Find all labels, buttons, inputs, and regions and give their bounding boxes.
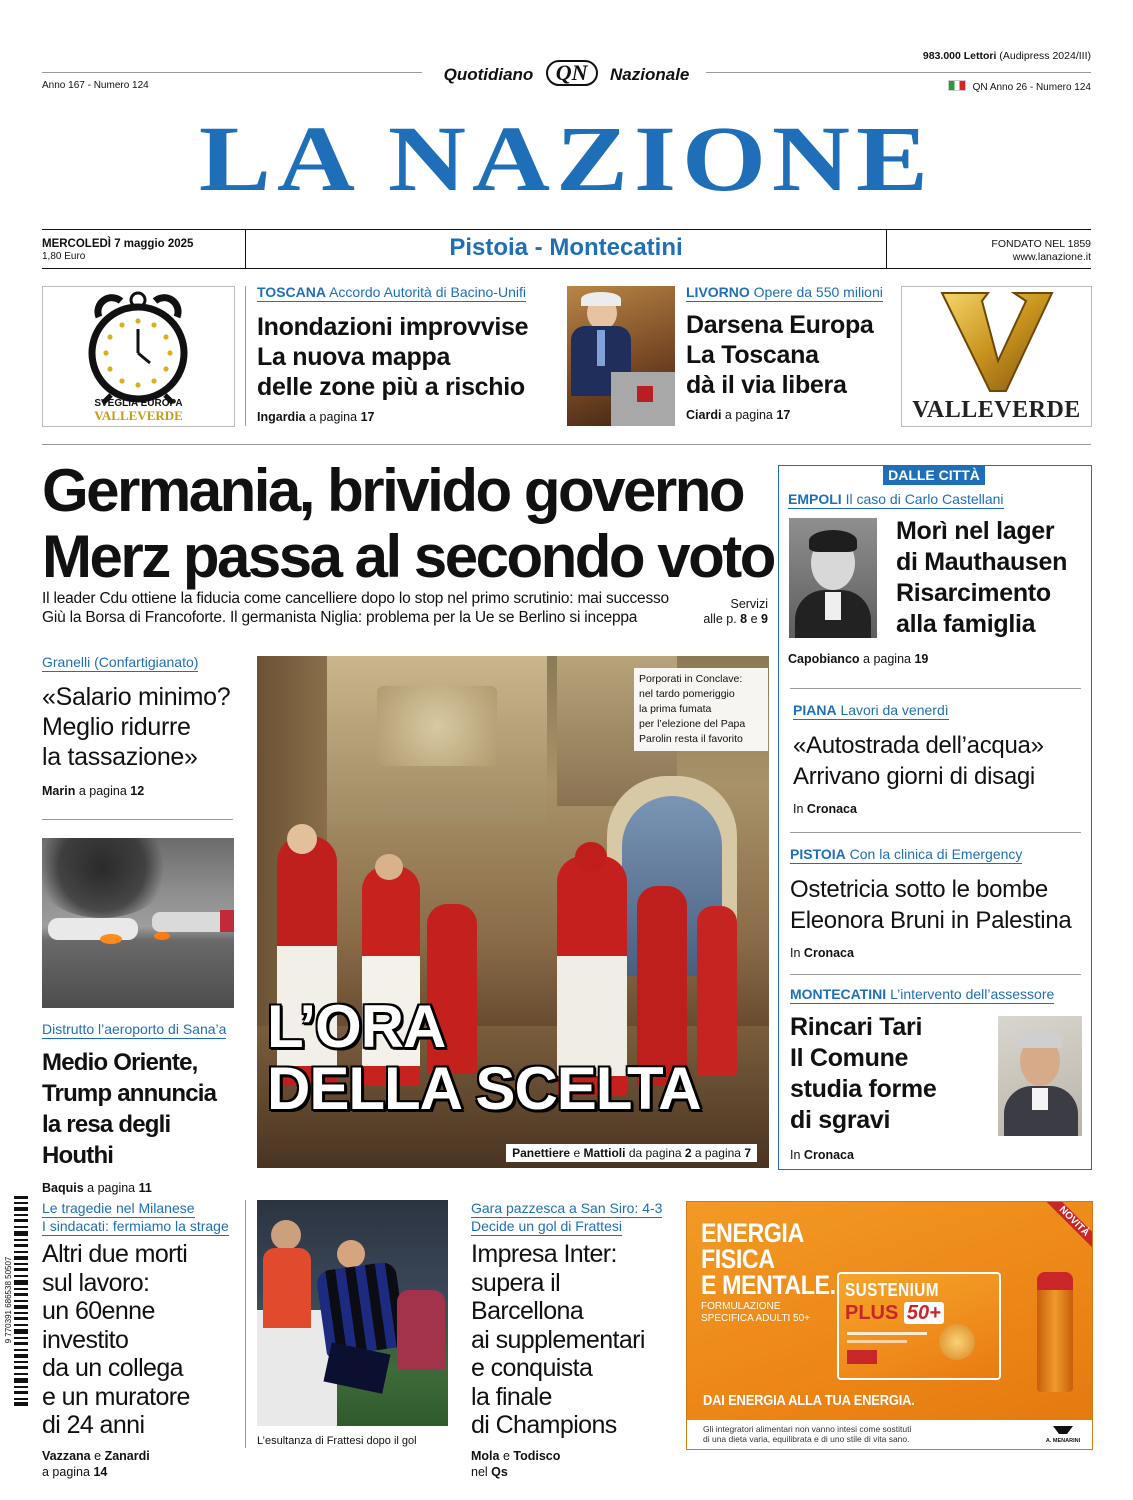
- kicker-text: Accordo Autorità di Bacino-Unifi: [329, 284, 526, 300]
- founded: FONDATO NEL 1859: [991, 238, 1091, 250]
- issue-right-text: QN Anno 26 - Numero 124: [972, 82, 1091, 93]
- author: Vazzana: [42, 1448, 91, 1463]
- headline-lavoro: [42, 1240, 242, 1440]
- caption-line: nel tardo pomeriggio: [639, 688, 735, 700]
- kicker-toscana: [257, 284, 526, 302]
- story-lavoro[interactable]: [42, 1200, 242, 1480]
- services-pages-prefix: alle p.: [703, 612, 737, 626]
- byline-granelli: [42, 784, 237, 798]
- headline-line: di 24 anni: [42, 1411, 145, 1439]
- byline-empoli: [788, 652, 928, 666]
- kicker-empoli: [788, 491, 1004, 509]
- services-label: Servizi: [730, 597, 768, 611]
- caption-frattesi: L’esultanza di Frattesi dopo il gol: [257, 1435, 417, 1447]
- headline-line: la resa degli Houthi: [42, 1111, 171, 1169]
- ad-badge-novita: NOVITÀ: [1045, 1201, 1093, 1250]
- headline-line: da un collega: [42, 1354, 183, 1382]
- headline-line: Eleonora Bruni in Palestina: [790, 907, 1072, 934]
- story-medio-oriente[interactable]: [42, 1021, 242, 1195]
- issue-left: Anno 167 - Numero 124: [42, 80, 149, 91]
- headline-line: di sgravi: [790, 1106, 891, 1134]
- page-prefix: a pagina: [78, 784, 127, 798]
- page-number: 11: [138, 1181, 152, 1195]
- page-number: 14: [93, 1464, 108, 1479]
- byline-montecatini: [790, 1148, 1083, 1162]
- author: Capobianco: [788, 652, 860, 666]
- website[interactable]: www.lanazione.it: [1012, 251, 1091, 263]
- photo-sanaa-airport: [42, 838, 234, 1008]
- kicker-inter: [471, 1200, 671, 1236]
- headline-line: Risarcimento: [896, 579, 1051, 607]
- headline-line: Il Comune: [790, 1044, 909, 1072]
- author: Todisco: [513, 1448, 561, 1463]
- page-number: 17: [776, 408, 791, 422]
- author: Baquis: [42, 1181, 84, 1195]
- barcode-digits: 9 770391 686538 50507: [4, 1256, 13, 1344]
- caption-line: Porporati in Conclave:: [639, 673, 743, 685]
- byline-toscana: [257, 410, 557, 424]
- kicker-medio-oriente: Distrutto l’aeroporto di Sana’a: [42, 1021, 227, 1037]
- valleverde-v-logo-icon: [902, 287, 1091, 397]
- kicker-text: L’intervento dell’assessore: [890, 986, 1055, 1002]
- ad-50: 50+: [904, 1302, 944, 1324]
- author: Mola: [471, 1448, 500, 1463]
- title-line2: DELLA SCELTA: [267, 1055, 701, 1122]
- byline-lavoro: [42, 1448, 242, 1480]
- headline-granelli: [42, 682, 237, 772]
- newspaper-title[interactable]: LA NAZIONE: [198, 108, 935, 211]
- headline-line: di Mauthausen: [896, 548, 1068, 576]
- headline-piana: [793, 730, 1083, 792]
- issue-right: [948, 80, 1091, 93]
- kicker-text: Lavori da venerdì: [840, 702, 949, 718]
- in-label: In: [790, 946, 801, 960]
- from: da pagina: [628, 1146, 682, 1160]
- story-pistoia[interactable]: [790, 846, 1083, 960]
- author: Mattioli: [583, 1146, 626, 1160]
- italian-flag-icon: [948, 80, 966, 91]
- conclave-title: [267, 993, 701, 1122]
- headline-toscana: [257, 312, 557, 402]
- readers-number: 983.000 Lettori: [922, 50, 997, 62]
- section-dalle-citta: DALLE CITTÀ: [883, 465, 985, 485]
- author: Ciardi: [686, 408, 722, 422]
- conclave-credit: [506, 1144, 757, 1162]
- kicker-text: Il caso di Carlo Castellani: [845, 491, 1004, 507]
- story-piana[interactable]: [793, 702, 1083, 816]
- ad-bottle: [1037, 1272, 1073, 1392]
- services-page2: 9: [761, 612, 768, 626]
- qn-right-text: Nazionale: [610, 65, 690, 84]
- kicker-line: Gara pazzesca a San Siro: 4-3: [471, 1200, 663, 1216]
- headline-pistoia: [790, 874, 1083, 936]
- lead-headline-line2: Merz passa al secondo voto: [42, 523, 774, 590]
- story-toscana[interactable]: [257, 284, 557, 424]
- lead-summary-line2: Giù la Borsa di Francoforte. Il germanista Niglia: problema per la Ue se Berlino si inceppa: [42, 609, 638, 626]
- ad-slogan: DAI ENERGIA ALLA TUA ENERGIA.: [703, 1392, 915, 1409]
- headline-line: Darsena Europa: [686, 311, 874, 339]
- headline-line: Rincari Tari: [790, 1013, 923, 1041]
- kicker-bold: MONTECATINI: [790, 986, 887, 1002]
- headline-line: studia forme: [790, 1075, 937, 1103]
- in-label: In: [790, 1148, 801, 1162]
- headline-line: la finale: [471, 1382, 552, 1411]
- headline-line: Morì nel lager: [896, 517, 1055, 545]
- ad-disclaimer-line: di una dieta varia, equilibrata e di uno stile di vita sano.: [703, 1434, 910, 1444]
- issue-date: MERCOLEDÌ 7 maggio 2025: [42, 238, 194, 250]
- byline-medio-oriente: [42, 1181, 242, 1195]
- kicker-line: Le tragedie nel Milanese: [42, 1200, 195, 1216]
- issue-price: 1,80 Euro: [42, 251, 86, 262]
- kicker-bold: LIVORNO: [686, 284, 750, 300]
- ad-sveglia-europa[interactable]: [42, 286, 235, 427]
- caption-line: Parolin resta il favorito: [639, 733, 743, 745]
- qn-logo: QN: [546, 60, 598, 86]
- headline-line: dà il via libera: [686, 371, 847, 399]
- ad-brand: SUSTENIUM: [845, 1280, 939, 1300]
- headline-empoli[interactable]: [896, 516, 1067, 640]
- headline-line: un 60enne investito: [42, 1297, 155, 1354]
- page-prefix: a pagina: [87, 1181, 136, 1195]
- ad-sub-line: FORMULAZIONE: [701, 1301, 781, 1312]
- ad-plus: PLUS: [845, 1302, 899, 1324]
- headline-line: Trump annuncia: [42, 1080, 217, 1107]
- services-page1: 8: [740, 612, 748, 626]
- and: e: [94, 1448, 102, 1463]
- kicker-lavoro: [42, 1200, 242, 1236]
- author: Zanardi: [104, 1448, 150, 1463]
- ad-headline-line: FISICA: [701, 1244, 775, 1274]
- headline-line: alla famiglia: [896, 610, 1036, 638]
- kicker-text: Con la clinica di Emergency: [849, 846, 1023, 862]
- kicker-line: Decide un gol di Frattesi: [471, 1218, 622, 1234]
- page-prefix: a pagina: [309, 410, 358, 424]
- headline-line: «Salario minimo?: [42, 683, 231, 711]
- story-inter[interactable]: [471, 1200, 671, 1480]
- headline-inter: [471, 1240, 671, 1440]
- lead-services: [703, 597, 768, 627]
- headline-line: Meglio ridurre: [42, 713, 191, 741]
- headline-line: e conquista: [471, 1354, 593, 1382]
- byline-pistoia: [790, 946, 1083, 960]
- photo-giani-speaking: [567, 286, 675, 426]
- photo-conclave[interactable]: [257, 656, 769, 1168]
- barcode: [2, 1196, 30, 1406]
- kicker-pistoia: [790, 846, 1022, 864]
- headline-line: Ostetricia sotto le bombe: [790, 876, 1048, 903]
- conclave-caption: [634, 668, 768, 751]
- ad-brand-plus: [845, 1302, 944, 1325]
- kicker-line: I sindacati: fermiamo la strage: [42, 1218, 229, 1234]
- headline-line: Impresa Inter:: [471, 1240, 617, 1268]
- valleverde-brand: VALLEVERDE: [912, 397, 1081, 423]
- ad-maker: A. MENARINI: [1045, 1438, 1081, 1444]
- lead-summary-line1: Il leader Cdu ottiene la fiducia come cancelliere dopo lo stop nel primo scrutinio: mai successo: [42, 590, 669, 607]
- kicker-montecatini: [790, 986, 1054, 1004]
- byline-inter: [471, 1448, 671, 1480]
- headline-line: Arrivano giorni di disagi: [793, 763, 1035, 790]
- section: Cronaca: [806, 802, 857, 816]
- ad-sustenium[interactable]: [686, 1201, 1093, 1450]
- headline-line: ai supplementari: [471, 1325, 645, 1354]
- headline-line: Inondazioni improvvise: [257, 313, 529, 341]
- section: Cronaca: [803, 946, 854, 960]
- title-line1: L’ORA: [267, 993, 446, 1060]
- ad-disclaimer-line: Gli integratori alimentari non vanno intesi come sostituti: [703, 1424, 912, 1434]
- kicker-piana: [793, 702, 949, 720]
- lead-headline-line1: Germania, brivido governo: [42, 457, 744, 524]
- ad-headline: [701, 1220, 836, 1298]
- edition-name[interactable]: Pistoia - Montecatini: [449, 234, 683, 261]
- story-granelli[interactable]: [42, 654, 237, 798]
- services-and: e: [750, 612, 758, 626]
- story-livorno[interactable]: [686, 284, 891, 422]
- kicker-granelli: Granelli (Confartigianato): [42, 654, 199, 670]
- menarini-logo-icon: [1053, 1426, 1073, 1438]
- kicker-livorno: [686, 284, 883, 302]
- page-number: 7: [744, 1146, 751, 1160]
- page-prefix: a pagina: [863, 652, 911, 666]
- kicker-bold: EMPOLI: [788, 491, 842, 507]
- photo-carlo-castellani: [789, 518, 877, 638]
- ad-disclaimer: [703, 1424, 911, 1444]
- headline-line: delle zone più a rischio: [257, 373, 525, 401]
- page-prefix: a pagina: [42, 1464, 90, 1479]
- to: a pagina: [694, 1146, 741, 1160]
- page-number: 17: [360, 410, 375, 424]
- page-number: 12: [130, 784, 145, 798]
- caption-line: per l’elezione del Papa: [639, 718, 746, 730]
- author: Ingardia: [257, 410, 306, 424]
- headline-line: di Champions: [471, 1411, 617, 1439]
- headline-line: Altri due morti: [42, 1240, 188, 1268]
- ad-product-box: [837, 1272, 1001, 1380]
- headline-line: supera il Barcellona: [471, 1268, 584, 1325]
- section: Qs: [491, 1464, 508, 1479]
- ad-headline-line: ENERGIA: [701, 1218, 804, 1248]
- page-prefix: a pagina: [724, 408, 773, 422]
- and: e: [573, 1146, 581, 1160]
- author: Panettiere: [512, 1146, 571, 1160]
- lead-headline[interactable]: [42, 458, 774, 590]
- ad-sveglia-line1: SVEGLIA EUROPA: [94, 398, 183, 409]
- headline-line: «Autostrada dell’acqua»: [793, 732, 1044, 759]
- ad-valleverde[interactable]: [901, 286, 1092, 427]
- kicker-text: Opere da 550 milioni: [753, 284, 883, 300]
- headline-livorno: [686, 310, 891, 400]
- and: e: [502, 1448, 510, 1463]
- headline-line: La Toscana: [686, 341, 819, 369]
- story-empoli[interactable]: [788, 491, 1083, 509]
- ad-sveglia-line2: VALLEVERDE: [94, 408, 183, 423]
- photo-frattesi: [257, 1200, 448, 1426]
- page-number: 2: [684, 1146, 692, 1160]
- byline-livorno: [686, 408, 891, 422]
- byline-piana: [793, 802, 1083, 816]
- headline-line: la tassazione»: [42, 743, 198, 771]
- readers-source: (Audipress 2024/III): [999, 50, 1091, 62]
- in-label: nel: [471, 1464, 488, 1479]
- headline-line: sul lavoro:: [42, 1268, 150, 1297]
- kicker-bold: PIANA: [793, 702, 837, 718]
- kicker-bold: PISTOIA: [790, 846, 846, 862]
- headline-line: Medio Oriente,: [42, 1049, 198, 1076]
- headline-line: e un muratore: [42, 1382, 190, 1411]
- photo-assessore: [998, 1016, 1082, 1136]
- section: Cronaca: [803, 1148, 854, 1162]
- caption-line: la prima fumata: [639, 703, 712, 715]
- ad-headline-line: E MENTALE.: [701, 1270, 836, 1300]
- in-label: In: [793, 802, 804, 816]
- ad-sub-line: SPECIFICA ADULTI 50+: [701, 1313, 811, 1324]
- qn-left-text: Quotidiano: [443, 65, 534, 84]
- headline-medio-oriente: [42, 1047, 242, 1171]
- page-number: 19: [914, 652, 929, 666]
- author: Marin: [42, 784, 76, 798]
- headline-line: La nuova mappa: [257, 343, 451, 371]
- kicker-bold: TOSCANA: [257, 284, 326, 300]
- ad-sub: [701, 1301, 810, 1325]
- lead-summary: [42, 589, 669, 627]
